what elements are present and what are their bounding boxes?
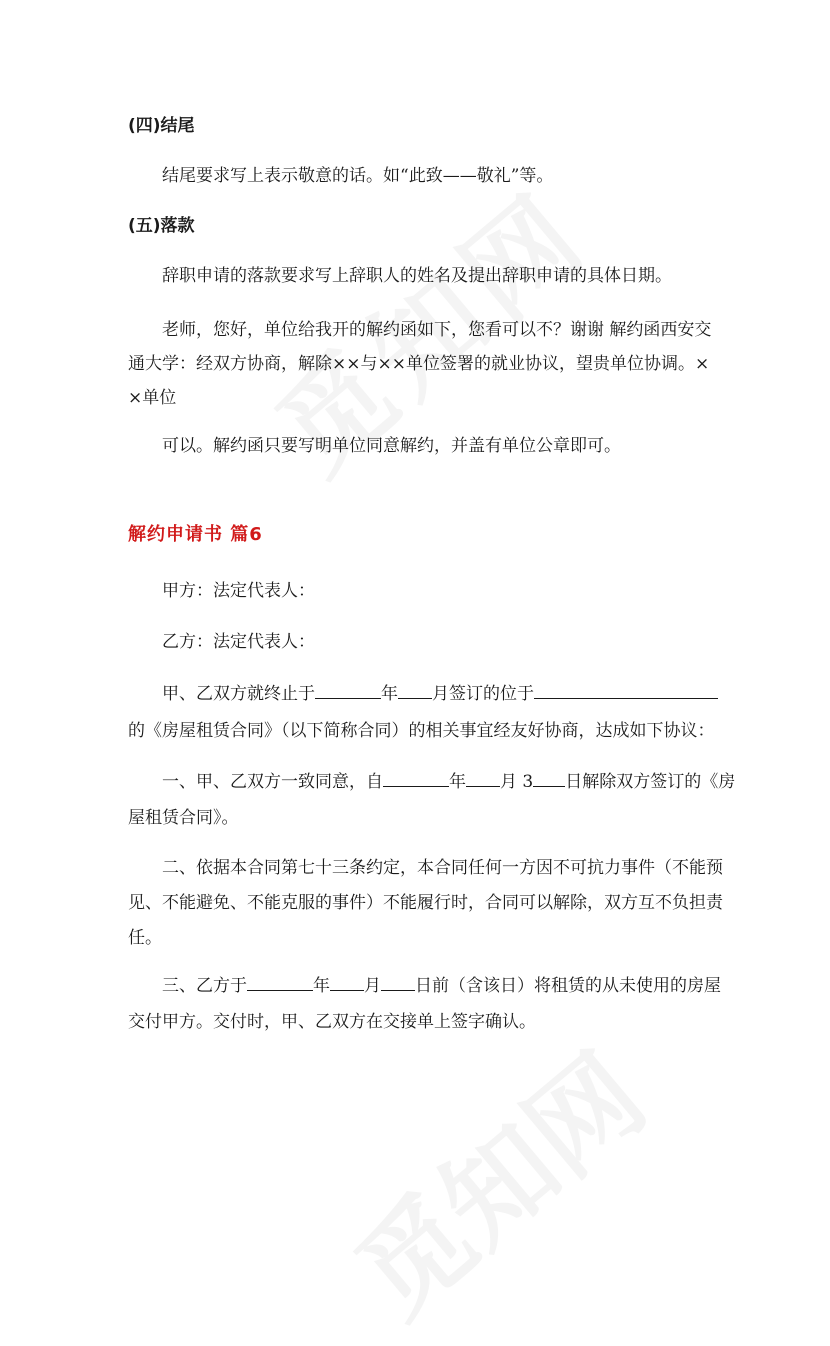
blank-day[interactable] bbox=[381, 972, 415, 991]
clause3-month-label: 月 bbox=[364, 976, 381, 996]
clause3-line-1 bbox=[162, 968, 742, 1004]
question-line-1: 老师，您好，单位给我开的解约函如下，您看可以不？谢谢 解约函西安交 bbox=[162, 320, 712, 340]
clause1-month-label: 月 3 bbox=[500, 772, 534, 792]
clause3-line-2: 交付甲方。交付时，甲、乙双方在交接单上签字确认。 bbox=[128, 1012, 536, 1032]
clause1-line-2: 屋租赁合同》。 bbox=[128, 808, 239, 828]
intro-line-1 bbox=[162, 676, 742, 712]
article6-title: 解约申请书 篇6 bbox=[128, 524, 263, 545]
intro-year-label: 年 bbox=[381, 684, 398, 704]
question-line-3: ×单位 bbox=[128, 388, 177, 408]
blank-month[interactable] bbox=[466, 768, 500, 787]
clause3-text-a: 三、乙方于 bbox=[162, 976, 247, 996]
party-b: 乙方：法定代表人： bbox=[162, 632, 315, 652]
section4-text: 结尾要求写上表示敬意的话。如“此致——敬礼”等。 bbox=[162, 166, 554, 186]
clause1-text-a: 一、甲、乙双方一致同意，自 bbox=[162, 772, 383, 792]
blank-location[interactable] bbox=[534, 680, 718, 699]
blank-year[interactable] bbox=[315, 680, 381, 699]
clause1-day-label: 日解除双方签订的《房 bbox=[565, 772, 736, 792]
blank-year[interactable] bbox=[383, 768, 449, 787]
clause3-day-label: 日前（含该日）将租赁的从未使用的房屋 bbox=[415, 976, 721, 996]
intro-line-2: 的《房屋租赁合同》（以下简称合同）的相关事宜经友好协商，达成如下协议： bbox=[128, 721, 715, 741]
blank-month[interactable] bbox=[330, 972, 364, 991]
question-line-2: 通大学：经双方协商，解除××与××单位签署的就业协议，望贵单位协调。× bbox=[128, 354, 710, 374]
blank-month[interactable] bbox=[398, 680, 432, 699]
clause3-year-label: 年 bbox=[313, 976, 330, 996]
clause2-line-3: 任。 bbox=[128, 928, 162, 948]
section5-text: 辞职申请的落款要求写上辞职人的姓名及提出辞职申请的具体日期。 bbox=[162, 266, 672, 286]
section5-title: (五)落款 bbox=[128, 216, 195, 236]
clause2-line-2: 见、不能避免、不能克服的事件）不能履行时，合同可以解除，双方互不负担责 bbox=[128, 893, 723, 913]
answer-text: 可以。解约函只要写明单位同意解约，并盖有单位公章即可。 bbox=[162, 436, 621, 456]
clause1-year-label: 年 bbox=[449, 772, 466, 792]
clause1-line-1 bbox=[162, 764, 742, 800]
party-a: 甲方：法定代表人： bbox=[162, 581, 315, 601]
intro-text-a: 甲、乙双方就终止于 bbox=[162, 684, 315, 704]
section4-title: (四)结尾 bbox=[128, 116, 195, 136]
intro-month-label: 月签订的位于 bbox=[432, 684, 534, 704]
clause2-line-1: 二、依据本合同第七十三条约定，本合同任何一方因不可抗力事件（不能预 bbox=[162, 858, 723, 878]
blank-year[interactable] bbox=[247, 972, 313, 991]
blank-day[interactable] bbox=[533, 768, 565, 787]
watermark-bottom bbox=[318, 1012, 672, 1345]
